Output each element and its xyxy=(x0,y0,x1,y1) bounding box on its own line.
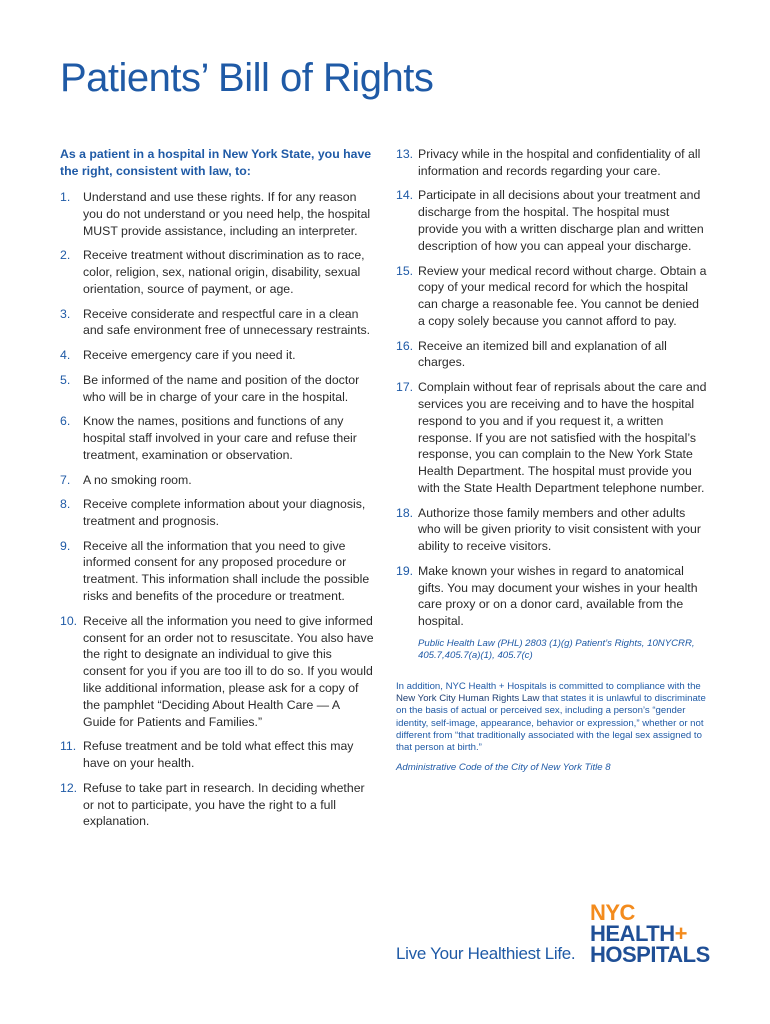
right-number: 4. xyxy=(60,348,71,363)
right-text: A no smoking room. xyxy=(83,472,192,487)
right-item xyxy=(60,372,375,406)
rights-list-left xyxy=(60,189,375,830)
right-number: 2. xyxy=(60,248,71,263)
right-number: 19. xyxy=(396,563,414,578)
logo-plus: + xyxy=(674,921,687,946)
page-title: Patients’ Bill of Rights xyxy=(60,56,434,100)
right-text: Receive treatment without discrimination as to race, color, religion, sex, national origin, disability, sexual orientation, source of payment, or age. xyxy=(83,248,365,296)
right-number: 17. xyxy=(396,380,414,395)
right-number: 9. xyxy=(60,538,71,553)
intro-text: As a patient in a hospital in New York State, you have the right, consistent with law, to: xyxy=(60,147,372,178)
right-text: Know the names, positions and functions of any hospital staff involved in your care and refuse their treatment, examination or observation. xyxy=(83,414,357,462)
right-number: 5. xyxy=(60,372,71,387)
nyc-compliance-note xyxy=(396,681,708,755)
right-text: Privacy while in the hospital and confidentiality of all information and records regarding your care. xyxy=(418,147,701,178)
right-item xyxy=(60,347,375,364)
right-text: Receive all the information that you need to give informed consent for any proposed procedure or treatment. This information shall include the possible risks and benefits of the procedure or treatment. xyxy=(83,538,370,604)
right-item xyxy=(396,505,708,555)
right-number: 8. xyxy=(60,497,71,512)
right-number: 13. xyxy=(396,147,414,161)
logo-health-line xyxy=(590,923,710,944)
nyc-health-hospitals-logo xyxy=(590,902,710,965)
tagline: Live Your Healthiest Life. xyxy=(396,944,576,963)
right-item xyxy=(396,146,708,180)
right-number: 6. xyxy=(60,414,71,429)
right-number: 11. xyxy=(60,739,77,754)
right-text: Review your medical record without charge. Obtain a copy of your medical record for which the hospital can charge a reasonable fee. You cannot be denied a copy solely because you cannot afford to pay. xyxy=(418,263,707,328)
right-number: 14. xyxy=(396,188,414,203)
right-item xyxy=(60,613,375,731)
right-number: 16. xyxy=(396,338,414,353)
right-item xyxy=(60,472,375,489)
right-item xyxy=(396,338,708,372)
logo-health: HEALTH xyxy=(590,921,675,946)
right-text: Receive complete information about your diagnosis, treatment and prognosis. xyxy=(83,497,366,528)
right-number: 7. xyxy=(60,472,71,487)
right-text: Receive an itemized bill and explanation of all charges. xyxy=(418,338,667,370)
right-text: Receive all the information you need to give informed consent for an order not to resuscitate. You also have the right to designate an individual to give this consent for you if you are too ill to do so. If you would like additional information, please ask for a copy of the pamphlet “Deciding About Health Care — A Guide for Patients and Families.” xyxy=(83,613,374,729)
footer xyxy=(396,898,716,968)
left-column xyxy=(60,146,375,838)
right-text: Be informed of the name and position of the doctor who will be in charge of your care in the hospital. xyxy=(83,372,360,404)
admin-code-citation: Administrative Code of the City of New York Title 8 xyxy=(396,761,611,773)
right-item xyxy=(60,538,375,605)
right-item xyxy=(60,247,375,297)
right-number: 12. xyxy=(60,780,78,795)
right-text: Make known your wishes in regard to anatomical gifts. You may document your wishes in your health care proxy or on a donor card, available from the hospital. xyxy=(418,563,698,629)
right-text: Understand and use these rights. If for any reason you do not understand or you need help, the hospital MUST provide assistance, including an interpreter. xyxy=(83,190,371,238)
right-item xyxy=(60,413,375,463)
right-number: 1. xyxy=(60,190,71,204)
right-item xyxy=(396,379,708,497)
right-text: Refuse treatment and be told what effect this may have on your health. xyxy=(83,739,354,771)
right-item xyxy=(60,738,375,772)
logo-hospitals: HOSPITALS xyxy=(590,942,710,967)
note-text-before: In addition, NYC Health + Hospitals is committed to compliance with the xyxy=(396,680,701,692)
right-item xyxy=(60,189,375,239)
right-text: Authorize those family members and other adults who will be given priority to visit consistent with your ability to receive visitors. xyxy=(418,505,701,554)
human-rights-law-name: New York City Human Rights Law xyxy=(396,693,540,705)
right-text: Complain without fear of reprisals about the care and services you are receiving and to have the hospital respond to you and if you request it, a written response. If you are not satisfied with the hospital’s response, you can complain to the New York State Health Department. The hospital must provide you with the State Health Department telephone number. xyxy=(418,380,707,495)
right-item xyxy=(60,780,375,830)
right-text: Receive emergency care if you need it. xyxy=(83,348,296,363)
right-item xyxy=(396,263,708,330)
right-text: Participate in all decisions about your treatment and discharge from the hospital. The hospital must provide you with a written discharge plan and written description of how you can appeal your discharge. xyxy=(418,188,704,253)
right-number: 15. xyxy=(396,263,414,278)
right-number: 18. xyxy=(396,505,414,520)
right-item xyxy=(396,187,708,254)
logo-nyc: NYC xyxy=(590,900,635,925)
law-citation: Public Health Law (PHL) 2803 (1)(g) Patient’s Rights, 10NYCRR, 405.7,405.7(a)(1), 405.7(c) xyxy=(418,637,695,662)
right-number: 10. xyxy=(60,613,78,628)
right-item xyxy=(60,306,375,340)
right-item xyxy=(396,563,708,630)
note-text-after: that states it is unlawful to discriminate on the basis of actual or perceived sex, including a person’s “gender identity, self-image, appearance, behavior or expression,” whether or not different from “that traditionally associated with the legal sex assigned to that person at birth.” xyxy=(396,693,706,754)
right-number: 3. xyxy=(60,306,71,321)
right-text: Refuse to take part in research. In deciding whether or not to participate, you have the right to a full explanation. xyxy=(83,780,365,829)
right-column xyxy=(396,146,708,774)
right-item xyxy=(60,496,375,530)
right-text: Receive considerate and respectful care in a clean and safe environment free of unnecessary restraints. xyxy=(83,306,371,338)
rights-list-right xyxy=(396,146,708,630)
